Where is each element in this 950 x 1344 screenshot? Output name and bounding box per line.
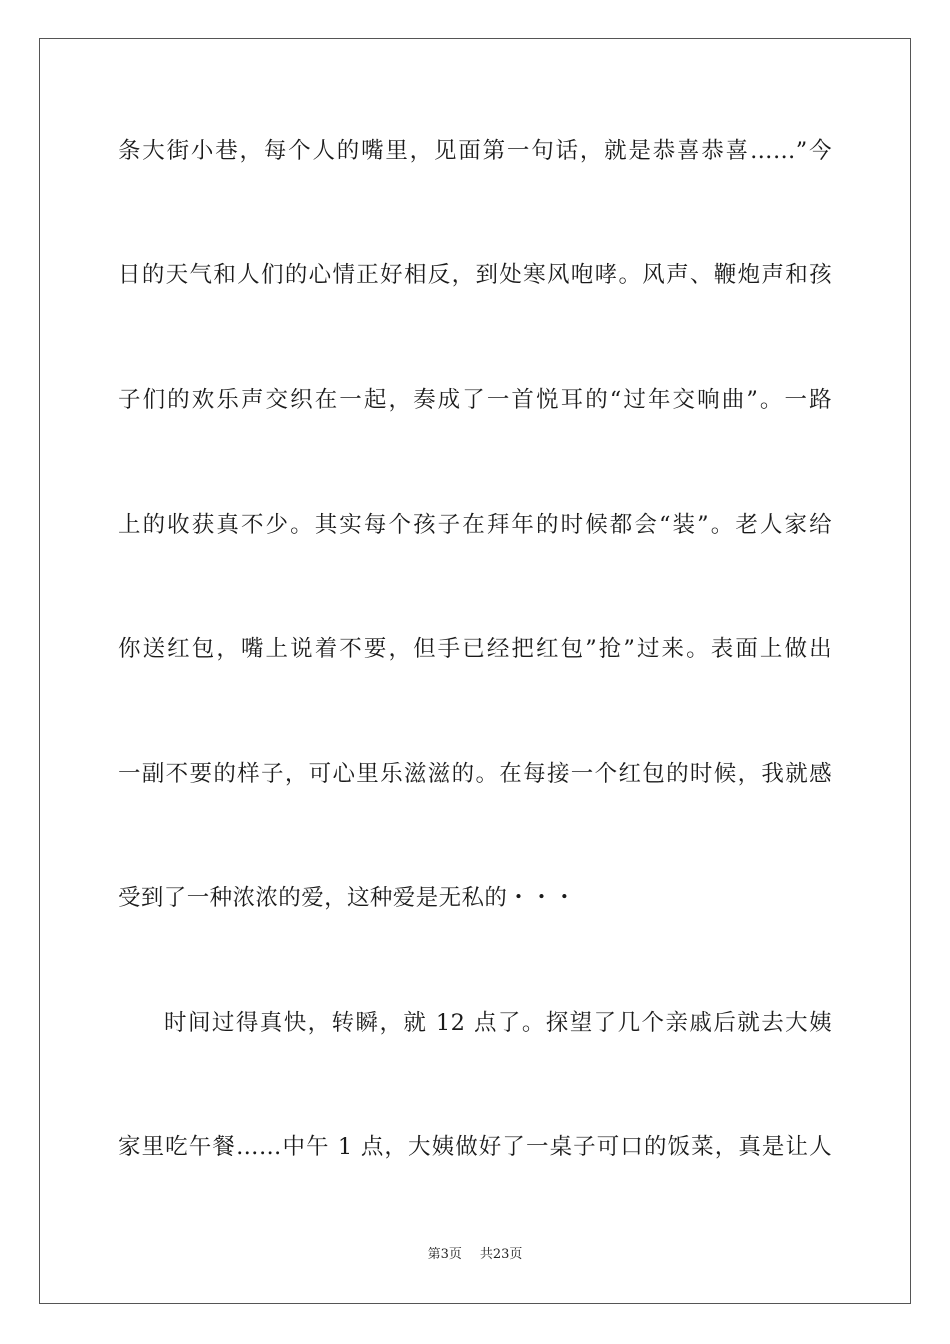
text-line-9: 家里吃午餐……中午 1 点，大姨做好了一桌子可口的饭菜，真是让人 [118, 1134, 832, 1160]
text-line-1: 条大街小巷，每个人的嘴里，见面第一句话，就是恭喜恭喜……”今 [118, 138, 832, 164]
text-line-4: 上的收获真不少。其实每个孩子在拜年的时候都会“装”。老人家给 [118, 512, 832, 538]
text-line-6: 一副不要的样子，可心里乐滋滋的。在每接一个红包的时候，我就感 [118, 761, 832, 787]
page-number: 第3页 [427, 1247, 462, 1262]
text-line-7-paragraph-end: 受到了一种浓浓的爱，这种爱是无私的・・・ [118, 885, 577, 911]
text-line-5: 你送红包，嘴上说着不要，但手已经把红包”抢”过来。表面上做出 [118, 636, 832, 662]
text-line-8-paragraph-start: 时间过得真快，转瞬，就 12 点了。探望了几个亲戚后就去大姨 [164, 1010, 832, 1036]
page-border [39, 38, 911, 1304]
text-line-2: 日的天气和人们的心情正好相反，到处寒风咆哮。风声、鞭炮声和孩 [118, 262, 832, 288]
total-pages: 共23页 [479, 1247, 523, 1262]
text-line-3: 子们的欢乐声交织在一起，奏成了一首悦耳的“过年交响曲”。一路 [118, 387, 832, 413]
page-footer [0, 1246, 950, 1264]
